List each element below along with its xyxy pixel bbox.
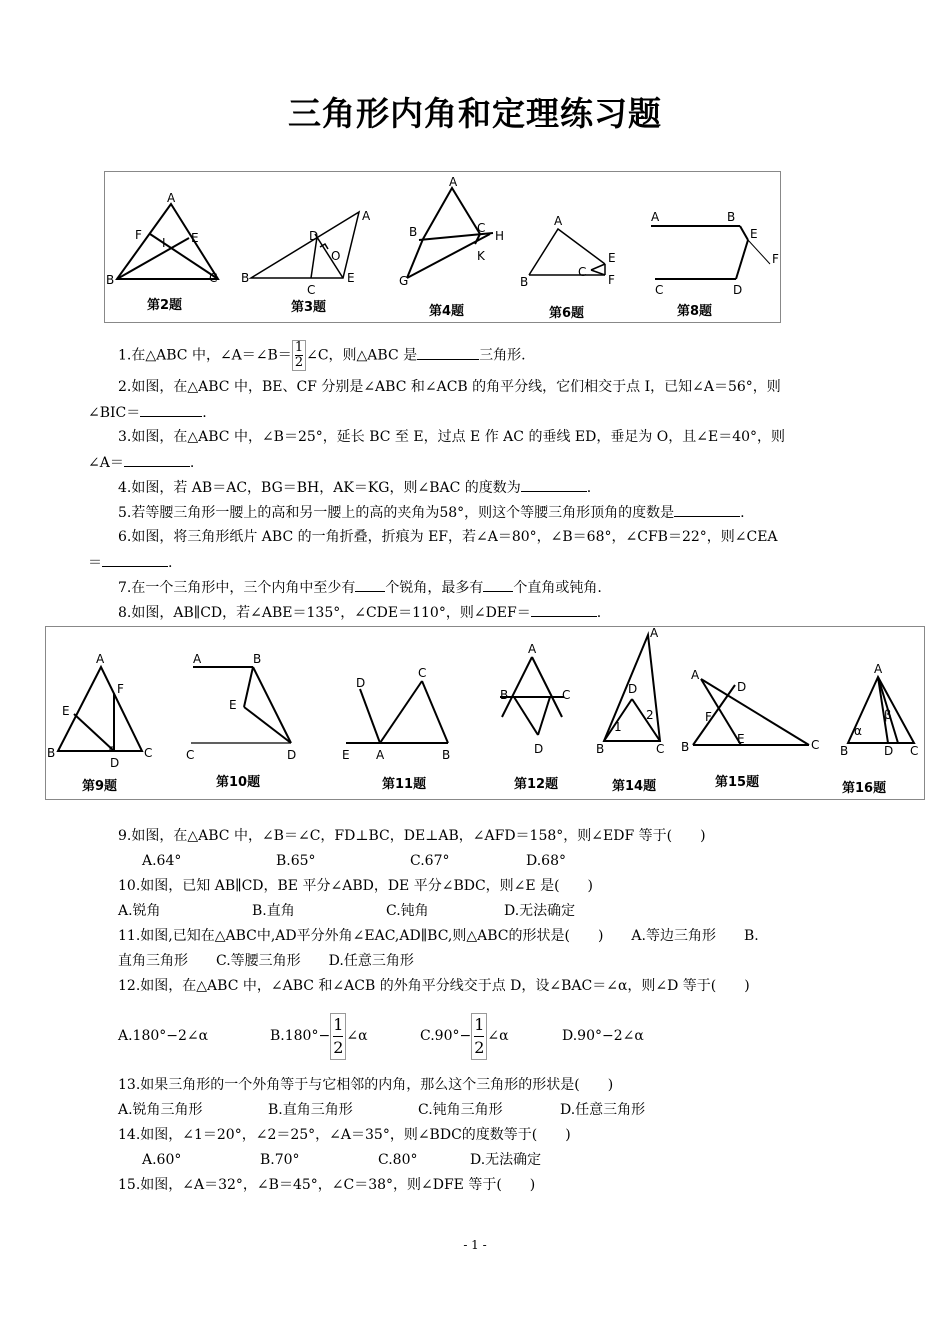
fig6-label-c: C [578,265,587,279]
q9-option-d[interactable]: D.68° [526,853,566,869]
q14-option-c[interactable]: C.80° [378,1152,418,1168]
fig16-label-d: D [884,744,894,758]
q12-option-b-post: ∠α [346,1028,368,1044]
page-title: 三角形内角和定理练习题 [288,94,662,133]
q1-pre: 1.在△ABC 中，∠A＝∠B＝ [118,347,292,364]
fig10-label-b: B [253,652,262,666]
fig12-label-d: D [534,742,544,756]
question-11-line-1: 11.如图,已知在△ABC中,AD平分外角∠EAC,AD∥BC,则△ABC的形状是( ) A.等边三角形 B. [118,928,759,944]
q8-tail: . [596,605,602,621]
fig6-label-b: B [520,275,529,289]
q7-blank-2[interactable] [483,577,513,592]
question-2-line-1: 2.如图，在△ABC 中，BE、CF 分别是∠ABC 和∠ACB 的角平分线，它们相交于点 I，已知∠A＝56°，则 [118,379,781,395]
fig11-label-e: E [342,748,350,762]
fig14-label-d: D [628,682,638,696]
q1-frac-den: 2 [294,355,304,370]
q1-post: ∠C，则△ABC 是 [306,347,418,364]
fig3-label-d: D [309,229,319,243]
fig3-caption: 第3题 [291,300,327,315]
figure-q16 [836,627,921,803]
top-figure-box [104,171,781,323]
fig11-caption: 第11题 [382,777,427,792]
question-15-stem: 15.如图，∠A＝32°，∠B＝45°，∠C＝38°，则∠DFE 等于( ) [118,1177,536,1193]
fig12-label-a: A [528,642,537,656]
q7-b: 个锐角，最多有 [385,580,484,596]
q3-answer-blank[interactable] [124,452,190,467]
question-10-options [118,901,575,921]
question-8 [118,602,601,623]
fig9-label-f: F [117,682,124,696]
fig8-label-c: C [655,283,664,297]
fig4-label-a: A [449,175,458,189]
fig14-label-2: 2 [646,708,654,722]
fig14-label-1: 1 [614,720,622,734]
q7-blank-1[interactable] [355,577,385,592]
question-1 [118,340,526,371]
fig11-label-d: D [356,676,366,690]
fig10-label-e: E [229,698,237,712]
question-9-options [142,851,566,871]
fig11-label-b: B [442,748,451,762]
fig16-caption: 第16题 [842,781,887,796]
figure-q10 [181,627,311,803]
fig3-label-c: C [307,283,316,297]
q13-option-d[interactable]: D.任意三角形 [560,1102,646,1118]
figure-q12 [486,627,596,803]
fig2-label-f: F [135,228,142,242]
q3-l2: ∠A＝ [88,455,124,471]
q12-option-c-pre: C.90°− [420,1028,472,1044]
q12-option-a[interactable]: A.180°−2∠α [118,1028,209,1044]
q2-answer-blank[interactable] [140,402,202,417]
fig16-label-a: A [874,662,883,676]
q14-option-a[interactable]: A.60° [142,1152,182,1168]
q10-option-a[interactable]: A.锐角 [118,903,161,919]
fig8-label-a: A [651,210,660,224]
q7-c: 个直角或钝角. [513,580,602,596]
fig12-caption: 第12题 [514,777,559,792]
fig11-label-c: C [418,666,427,680]
question-14-stem: 14.如图，∠1＝20°，∠2＝25°，∠A＝35°，则∠BDC的度数等于( ) [118,1127,571,1143]
q2-tail: . [202,405,207,421]
fig2-label-c: C [209,271,218,285]
fig6-caption: 第6题 [549,306,585,321]
figure-q11 [336,627,466,803]
q13-option-b[interactable]: B.直角三角形 [268,1102,353,1118]
fig15-caption: 第15题 [715,775,760,790]
fig10-label-d: D [287,748,297,762]
fig16-label-beta: β [884,708,892,722]
question-12-stem: 12.如图，在△ABC 中，∠ABC 和∠ACB 的外角平分线交于点 D，设∠BAC＝∠α，则∠D 等于( ) [118,978,750,994]
fig16-label-c: C [910,744,919,758]
fig3-label-b: B [241,271,250,285]
q3-tail: . [189,455,195,471]
question-14-options [142,1150,541,1170]
fig15-label-b: B [681,740,690,754]
fig8-label-b: B [727,210,736,224]
fig2-label-b: B [106,273,115,287]
question-6-line-1: 6.如图，将三角形纸片 ABC 的一角折叠，折痕为 EF，若∠A＝80°，∠B＝68°，∠CFB＝22°，则∠CEA [118,529,778,545]
fig11-label-a: A [376,748,385,762]
q1-answer-blank[interactable] [417,345,479,360]
fig15-label-c: C [811,738,820,752]
fig6-label-f: F [608,273,615,287]
figure-q9 [46,627,166,803]
fig9-label-a: A [96,652,105,666]
fig9-label-e: E [62,704,70,718]
fig2-caption: 第2题 [147,298,183,313]
fig3-label-a: A [362,209,371,223]
fig9-label-d: D [110,756,120,770]
q12-b-frac-den: 2 [333,1037,344,1057]
q4-pre: 4.如图，若 AB＝AC，BG＝BH，AK＝KG，则∠BAC 的度数为 [118,480,521,496]
question-3-line-1: 3.如图，在△ABC 中，∠B＝25°，延长 BC 至 E，过点 E 作 AC 的垂线 ED，垂足为 O，且∠E＝40°，则 [118,429,786,445]
question-11-line-2: 直角三角形 C.等腰三角形 D.任意三角形 [118,953,414,969]
fig14-label-b: B [596,742,605,756]
question-4 [118,477,591,498]
figure-q2 [105,172,235,326]
q6-answer-blank[interactable] [102,552,168,567]
fig10-caption: 第10题 [216,775,261,790]
fig2-label-i: I [162,236,166,250]
fig8-caption: 第8题 [677,304,713,319]
fig4-label-c: C [477,221,486,235]
fig2-label-e: E [191,231,199,245]
q12-option-c[interactable] [420,1012,562,1060]
fig4-label-g: G [399,274,409,288]
question-13-options [118,1100,645,1120]
question-6-line-2 [88,552,172,573]
q7-a: 7.在一个三角形中，三个内角中至少有 [118,580,356,596]
q9-option-b[interactable]: B.65° [276,853,316,869]
q6-tail: . [168,555,173,571]
q1-tail: 三角形. [479,347,526,364]
q5-pre: 5.若等腰三角形一腰上的高和另一腰上的高的夹角为58°，则这个等腰三角形顶角的度数是 [118,505,675,521]
q12-option-b-pre: B.180°− [270,1028,331,1044]
fig8-label-e: E [750,227,758,241]
question-13-stem: 13.如果三角形的一个外角等于与它相邻的内角，那么这个三角形的形状是( ) [118,1077,614,1093]
q14-option-d[interactable]: D.无法确定 [470,1152,542,1168]
question-7 [118,577,602,598]
fig3-label-e: E [347,271,355,285]
fig14-caption: 第14题 [612,779,657,794]
figure-q6 [515,172,625,326]
fig8-label-d: D [733,283,743,297]
fig6-label-a: A [554,214,563,228]
figure-q3 [239,172,379,326]
fig12-label-c: C [562,688,571,702]
q9-option-a[interactable]: A.64° [142,853,182,869]
q4-tail: . [586,480,592,496]
q12-option-b[interactable] [270,1012,420,1060]
q12-option-c-post: ∠α [487,1028,509,1044]
q5-answer-blank[interactable] [674,502,740,517]
q4-answer-blank[interactable] [521,477,587,492]
figure-q14 [596,627,686,803]
q13-option-a[interactable]: A.锐角三角形 [118,1102,203,1118]
fig15-label-e: E [737,732,745,746]
figure-q6-diagram [515,172,625,322]
question-2-line-2 [88,402,207,423]
fig4-caption: 第4题 [429,304,465,319]
fig16-label-alpha: α [854,724,862,738]
q12-c-frac-den: 2 [474,1037,485,1057]
q10-option-d[interactable]: D.无法确定 [504,903,576,919]
fig14-label-a: A [650,626,659,640]
fig9-label-b: B [47,746,56,760]
fig15-label-d: D [737,680,747,694]
q10-option-c[interactable]: C.钝角 [386,903,429,919]
figure-q14-diagram [596,627,686,799]
fig3-label-o: O [331,249,341,263]
figure-q8 [635,172,780,326]
q12-c-frac-num: 1 [474,1014,484,1037]
q5-tail: . [740,505,745,521]
q12-option-d[interactable]: D.90°−2∠α [562,1028,644,1044]
q13-option-c[interactable]: C.钝角三角形 [418,1102,503,1118]
fig6-label-e: E [608,251,616,265]
q6-l2: ＝ [88,555,102,571]
fig10-label-a: A [193,652,202,666]
question-9-stem: 9.如图，在△ABC 中，∠B＝∠C，FD⊥BC，DE⊥AB，∠AFD＝158°，则∠EDF 等于( ) [118,828,706,844]
question-3-line-2 [88,452,194,473]
middle-figure-box [45,626,925,800]
q2-l2: ∠BIC＝ [88,405,141,421]
fig4-label-b: B [409,225,418,239]
q8-pre: 8.如图，AB∥CD，若∠ABE＝135°，∠CDE＝110°，则∠DEF＝ [118,605,531,621]
fig2-label-a: A [167,191,176,205]
q9-option-c[interactable]: C.67° [410,853,450,869]
q1-fraction [292,340,306,371]
fig12-label-b: B [500,688,509,702]
question-12-options [118,1012,644,1060]
fig16-label-b: B [840,744,849,758]
fig8-label-f: F [772,252,779,266]
q14-option-b[interactable]: B.70° [260,1152,300,1168]
fig15-label-a: A [691,668,700,682]
fig14-label-c: C [656,742,665,756]
figure-q4 [395,172,515,326]
figure-q9-diagram [46,627,166,799]
q12-b-frac-num: 1 [333,1014,343,1037]
question-10-stem: 10.如图，已知 AB∥CD，BE 平分∠ABD，DE 平分∠BDC，则∠E 是( ) [118,878,594,894]
fig15-label-f: F [705,710,712,724]
figure-q15 [681,627,826,803]
fig9-label-c: C [144,746,153,760]
figure-q16-diagram [836,627,921,799]
fig9-caption: 第9题 [82,779,118,794]
fig4-label-h: H [495,229,505,243]
q8-answer-blank[interactable] [531,602,597,617]
page-number: - 1 - [463,1238,487,1252]
q12-option-b-fraction [330,1013,346,1060]
fig10-label-c: C [186,748,195,762]
question-5 [118,502,745,523]
fig4-label-k: K [477,249,485,263]
q12-option-c-fraction [471,1013,487,1060]
q1-frac-num: 1 [294,340,304,355]
q10-option-b[interactable]: B.直角 [252,903,295,919]
